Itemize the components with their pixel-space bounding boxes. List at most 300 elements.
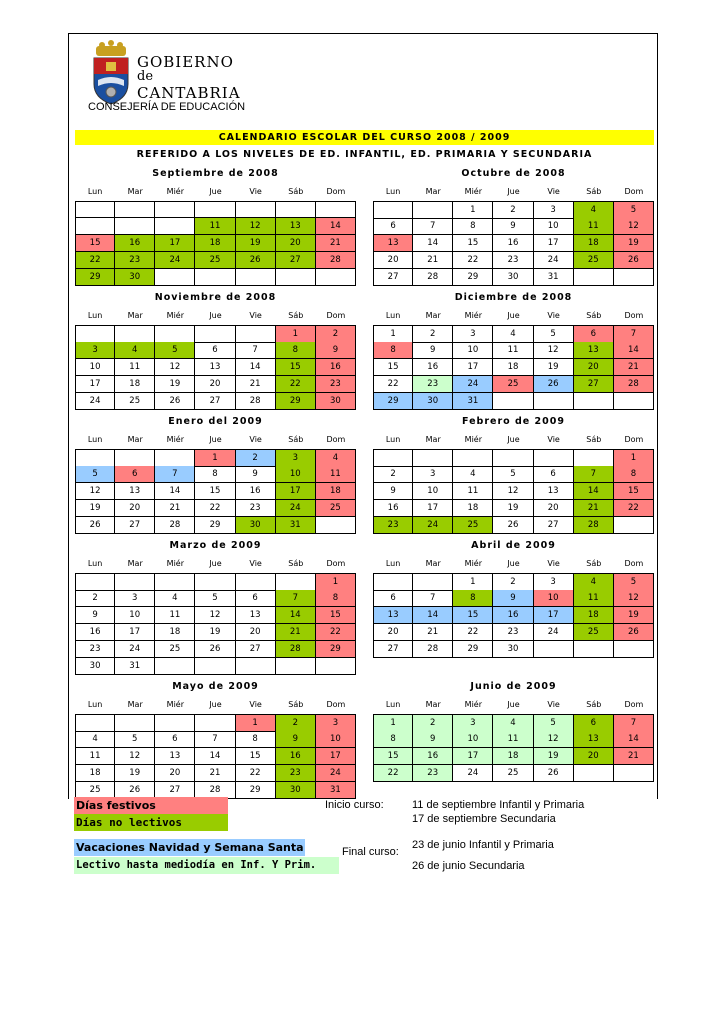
day-cell: 6 xyxy=(373,590,413,607)
day-cell: 16 xyxy=(413,748,453,765)
day-cell: 3 xyxy=(75,342,115,359)
day-cell xyxy=(195,573,235,591)
day-cell: 19 xyxy=(614,607,654,624)
day-cell: 20 xyxy=(276,235,316,252)
day-cell: 14 xyxy=(195,748,235,765)
day-cell: 6 xyxy=(236,590,276,607)
weekday-label: Dom xyxy=(326,311,346,320)
day-cell: 24 xyxy=(453,376,493,393)
day-cell: 17 xyxy=(75,376,115,393)
weekday-label: Sáb xyxy=(288,435,304,444)
day-cell: 14 xyxy=(614,731,654,748)
day-cell: 11 xyxy=(493,342,533,359)
day-cell: 15 xyxy=(614,483,654,500)
weekday-label: Jue xyxy=(507,700,520,709)
week-row xyxy=(75,449,356,466)
week-row xyxy=(373,393,654,410)
day-cell: 4 xyxy=(75,731,115,748)
day-cell: 19 xyxy=(236,235,276,252)
day-cell: 10 xyxy=(75,359,115,376)
day-cell: 22 xyxy=(195,500,235,517)
day-cell: 23 xyxy=(75,641,115,658)
day-cell: 21 xyxy=(236,376,276,393)
weekday-label: Dom xyxy=(624,435,644,444)
weekday-label: Jue xyxy=(209,559,222,568)
day-cell: 14 xyxy=(236,359,276,376)
weekday-header xyxy=(75,555,356,573)
weekday-label: Jue xyxy=(507,435,520,444)
day-cell: 4 xyxy=(155,590,195,607)
day-cell: 21 xyxy=(413,624,453,641)
day-cell: 27 xyxy=(534,517,574,534)
month-row xyxy=(75,288,654,410)
day-cell: 30 xyxy=(115,269,155,286)
weekday-label: Sáb xyxy=(288,311,304,320)
day-cell: 10 xyxy=(276,466,316,483)
day-cell: 30 xyxy=(413,393,453,410)
day-cell: 21 xyxy=(155,500,195,517)
legend-festivos: Días festivos xyxy=(74,797,228,814)
day-cell xyxy=(453,449,493,467)
day-cell xyxy=(75,201,115,218)
day-cell: 24 xyxy=(453,765,493,782)
day-cell: 11 xyxy=(195,218,235,235)
day-cell xyxy=(75,218,115,235)
day-cell: 30 xyxy=(236,517,276,534)
week-row xyxy=(75,765,356,782)
weekday-label: Dom xyxy=(326,435,346,444)
weekday-label: Miér xyxy=(166,311,185,320)
weekday-label: Miér xyxy=(464,311,483,320)
day-cell: 11 xyxy=(493,731,533,748)
week-row xyxy=(373,765,654,782)
weekday-header xyxy=(373,183,654,201)
week-row xyxy=(75,235,356,252)
weekday-label: Miér xyxy=(464,435,483,444)
day-cell: 26 xyxy=(534,765,574,782)
day-cell: 11 xyxy=(574,590,614,607)
weekday-label: Vie xyxy=(547,311,560,320)
week-row xyxy=(373,748,654,765)
week-row xyxy=(75,573,356,590)
week-row xyxy=(373,201,654,218)
day-cell: 22 xyxy=(373,765,413,782)
day-cell: 7 xyxy=(574,466,614,483)
day-cell: 25 xyxy=(453,517,493,534)
day-cell: 24 xyxy=(534,624,574,641)
day-cell xyxy=(75,449,115,467)
weekday-label: Dom xyxy=(624,187,644,196)
weekday-label: Vie xyxy=(249,435,262,444)
month-title: Diciembre de 2008 xyxy=(454,292,573,303)
day-cell: 3 xyxy=(453,325,493,343)
weekday-label: Sáb xyxy=(586,311,602,320)
day-cell: 6 xyxy=(155,731,195,748)
week-row xyxy=(75,466,356,483)
day-cell: 15 xyxy=(453,607,493,624)
weekday-label: Jue xyxy=(507,311,520,320)
weekday-label: Sáb xyxy=(288,559,304,568)
day-cell: 22 xyxy=(453,624,493,641)
day-cell xyxy=(614,517,654,534)
month-title: Mayo de 2009 xyxy=(172,681,259,692)
weekday-label: Lun xyxy=(87,700,103,709)
day-cell: 20 xyxy=(373,252,413,269)
day-cell: 29 xyxy=(195,517,235,534)
day-cell xyxy=(75,714,115,732)
day-cell: 21 xyxy=(316,235,356,252)
day-cell xyxy=(534,393,574,410)
month-block xyxy=(373,164,654,286)
week-row xyxy=(75,201,356,218)
day-cell: 2 xyxy=(373,466,413,483)
day-cell: 18 xyxy=(574,607,614,624)
day-cell xyxy=(155,449,195,467)
day-cell xyxy=(493,449,533,467)
day-cell: 7 xyxy=(276,590,316,607)
weekday-header xyxy=(373,555,654,573)
day-cell: 17 xyxy=(534,607,574,624)
month-title: Octubre de 2008 xyxy=(461,168,566,179)
day-cell xyxy=(534,449,574,467)
weekday-label: Lun xyxy=(385,559,401,568)
day-cell: 19 xyxy=(534,359,574,376)
day-cell: 7 xyxy=(413,218,453,235)
weekday-label: Vie xyxy=(249,559,262,568)
week-row xyxy=(75,359,356,376)
day-cell: 9 xyxy=(373,483,413,500)
day-cell: 25 xyxy=(75,782,115,799)
day-cell: 24 xyxy=(115,641,155,658)
weekday-label: Mar xyxy=(425,700,441,709)
week-row xyxy=(75,748,356,765)
day-cell: 9 xyxy=(493,218,533,235)
day-cell xyxy=(115,449,155,467)
day-cell: 24 xyxy=(155,252,195,269)
day-cell: 1 xyxy=(373,714,413,732)
day-cell xyxy=(276,201,316,218)
day-cell: 15 xyxy=(373,748,413,765)
day-cell: 15 xyxy=(316,607,356,624)
weekday-label: Dom xyxy=(326,700,346,709)
day-cell: 29 xyxy=(236,782,276,799)
week-row xyxy=(373,731,654,748)
legend-mediodia: Lectivo hasta mediodía en Inf. Y Prim. xyxy=(74,857,339,874)
week-row xyxy=(373,252,654,269)
month-block xyxy=(373,536,654,658)
weekday-header xyxy=(75,307,356,325)
day-cell xyxy=(614,269,654,286)
day-cell xyxy=(614,641,654,658)
day-cell: 24 xyxy=(316,765,356,782)
weekday-label: Mar xyxy=(127,435,143,444)
weekday-label: Miér xyxy=(166,187,185,196)
day-cell: 29 xyxy=(75,269,115,286)
day-cell: 29 xyxy=(453,269,493,286)
day-cell: 13 xyxy=(236,607,276,624)
day-cell: 1 xyxy=(195,449,235,467)
day-cell: 15 xyxy=(236,748,276,765)
day-cell: 1 xyxy=(276,325,316,343)
month-block xyxy=(373,677,654,782)
day-cell: 14 xyxy=(413,235,453,252)
day-cell: 19 xyxy=(115,765,155,782)
day-cell: 1 xyxy=(453,573,493,591)
day-cell: 8 xyxy=(195,466,235,483)
day-cell: 23 xyxy=(115,252,155,269)
day-cell: 19 xyxy=(155,376,195,393)
day-cell xyxy=(195,325,235,343)
day-cell: 13 xyxy=(195,359,235,376)
day-cell: 1 xyxy=(453,201,493,219)
org-name-line3: CANTABRIA xyxy=(137,84,241,102)
day-cell xyxy=(155,201,195,218)
day-cell: 30 xyxy=(316,393,356,410)
week-row xyxy=(75,483,356,500)
day-cell: 28 xyxy=(413,641,453,658)
day-cell: 17 xyxy=(453,748,493,765)
day-cell: 20 xyxy=(115,500,155,517)
day-cell: 1 xyxy=(236,714,276,732)
week-row xyxy=(373,218,654,235)
day-cell xyxy=(413,449,453,467)
day-cell: 2 xyxy=(493,201,533,219)
day-cell: 12 xyxy=(75,483,115,500)
day-cell xyxy=(155,714,195,732)
day-cell: 9 xyxy=(413,342,453,359)
weekday-header xyxy=(75,696,356,714)
day-cell: 15 xyxy=(276,359,316,376)
day-cell xyxy=(115,218,155,235)
day-cell: 31 xyxy=(276,517,316,534)
day-cell: 3 xyxy=(316,714,356,732)
day-cell xyxy=(236,658,276,675)
weekday-label: Lun xyxy=(385,187,401,196)
day-cell: 8 xyxy=(373,731,413,748)
weekday-label: Vie xyxy=(249,311,262,320)
month-title: Junio de 2009 xyxy=(470,681,557,692)
final-curso-label: Final curso: xyxy=(342,846,399,858)
weekday-label: Jue xyxy=(209,435,222,444)
day-cell xyxy=(155,325,195,343)
day-cell: 16 xyxy=(75,624,115,641)
day-cell xyxy=(373,201,413,219)
day-cell: 2 xyxy=(276,714,316,732)
month-block xyxy=(75,677,356,799)
day-cell: 17 xyxy=(413,500,453,517)
day-cell: 31 xyxy=(316,782,356,799)
day-cell: 10 xyxy=(316,731,356,748)
day-cell: 12 xyxy=(534,731,574,748)
day-cell xyxy=(195,714,235,732)
day-cell: 23 xyxy=(413,376,453,393)
weekday-label: Sáb xyxy=(288,187,304,196)
day-cell: 22 xyxy=(75,252,115,269)
day-cell: 29 xyxy=(373,393,413,410)
day-cell xyxy=(115,714,155,732)
day-cell: 13 xyxy=(155,748,195,765)
day-cell: 10 xyxy=(115,607,155,624)
day-cell: 18 xyxy=(115,376,155,393)
weekday-label: Vie xyxy=(547,187,560,196)
day-cell: 27 xyxy=(373,641,413,658)
day-cell: 18 xyxy=(155,624,195,641)
day-cell xyxy=(155,218,195,235)
day-cell: 3 xyxy=(413,466,453,483)
day-cell: 26 xyxy=(115,782,155,799)
day-cell: 19 xyxy=(493,500,533,517)
week-row xyxy=(373,466,654,483)
day-cell: 11 xyxy=(453,483,493,500)
legend-vacaciones: Vacaciones Navidad y Semana Santa xyxy=(76,841,304,854)
day-cell: 29 xyxy=(316,641,356,658)
day-cell: 19 xyxy=(75,500,115,517)
day-cell: 1 xyxy=(614,449,654,467)
day-cell xyxy=(614,393,654,410)
day-cell: 20 xyxy=(155,765,195,782)
day-cell xyxy=(115,325,155,343)
weekday-label: Sáb xyxy=(586,559,602,568)
weekday-label: Miér xyxy=(464,187,483,196)
final-curso-secundaria: 26 de junio Secundaria xyxy=(412,860,525,872)
day-cell: 6 xyxy=(373,218,413,235)
week-row xyxy=(75,517,356,534)
day-cell: 25 xyxy=(115,393,155,410)
weekday-label: Lun xyxy=(87,311,103,320)
day-cell: 21 xyxy=(614,748,654,765)
day-cell: 13 xyxy=(534,483,574,500)
day-cell: 24 xyxy=(75,393,115,410)
day-cell: 14 xyxy=(276,607,316,624)
weekday-label: Vie xyxy=(249,187,262,196)
day-cell xyxy=(493,393,533,410)
week-row xyxy=(75,252,356,269)
weekday-label: Mar xyxy=(425,559,441,568)
day-cell xyxy=(195,658,235,675)
day-cell: 19 xyxy=(195,624,235,641)
month-block xyxy=(373,412,654,534)
day-cell: 27 xyxy=(574,376,614,393)
day-cell: 21 xyxy=(195,765,235,782)
calendar-title: CALENDARIO ESCOLAR DEL CURSO 2008 / 2009 xyxy=(75,130,654,145)
day-cell: 5 xyxy=(493,466,533,483)
day-cell xyxy=(75,573,115,591)
week-row xyxy=(75,590,356,607)
weekday-label: Vie xyxy=(547,700,560,709)
day-cell: 28 xyxy=(316,252,356,269)
month-block xyxy=(75,164,356,286)
weekday-label: Miér xyxy=(166,559,185,568)
day-cell: 17 xyxy=(276,483,316,500)
day-cell: 19 xyxy=(534,748,574,765)
day-cell: 15 xyxy=(75,235,115,252)
month-block xyxy=(75,412,356,534)
day-cell: 21 xyxy=(276,624,316,641)
day-cell: 10 xyxy=(413,483,453,500)
day-cell: 17 xyxy=(534,235,574,252)
day-cell: 12 xyxy=(614,590,654,607)
day-cell: 17 xyxy=(316,748,356,765)
day-cell xyxy=(236,269,276,286)
day-cell: 8 xyxy=(453,218,493,235)
day-cell: 26 xyxy=(75,517,115,534)
day-cell: 10 xyxy=(534,590,574,607)
week-row xyxy=(75,342,356,359)
weekday-label: Dom xyxy=(624,559,644,568)
weekday-label: Sáb xyxy=(288,700,304,709)
inicio-curso-secundaria: 17 de septiembre Secundaria xyxy=(412,813,556,825)
day-cell: 31 xyxy=(534,269,574,286)
day-cell: 25 xyxy=(316,500,356,517)
week-row xyxy=(373,573,654,590)
day-cell: 21 xyxy=(574,500,614,517)
month-block xyxy=(373,288,654,410)
day-cell xyxy=(373,573,413,591)
weekday-label: Miér xyxy=(464,559,483,568)
day-cell: 6 xyxy=(195,342,235,359)
day-cell: 11 xyxy=(155,607,195,624)
day-cell: 28 xyxy=(413,269,453,286)
day-cell: 28 xyxy=(155,517,195,534)
calendar-grid xyxy=(75,164,654,801)
day-cell: 18 xyxy=(493,359,533,376)
day-cell: 2 xyxy=(493,573,533,591)
day-cell: 12 xyxy=(614,218,654,235)
day-cell: 28 xyxy=(276,641,316,658)
weekday-label: Sáb xyxy=(586,700,602,709)
day-cell: 27 xyxy=(195,393,235,410)
day-cell: 27 xyxy=(155,782,195,799)
day-cell: 21 xyxy=(614,359,654,376)
week-row xyxy=(373,517,654,534)
day-cell: 18 xyxy=(75,765,115,782)
week-row xyxy=(373,641,654,658)
day-cell: 12 xyxy=(195,607,235,624)
week-row xyxy=(373,590,654,607)
month-row xyxy=(75,412,654,534)
day-cell xyxy=(195,201,235,218)
inicio-curso-infantil: 11 de septiembre Infantil y Primaria xyxy=(412,799,585,811)
weekday-label: Lun xyxy=(385,311,401,320)
day-cell: 25 xyxy=(195,252,235,269)
day-cell: 26 xyxy=(155,393,195,410)
week-row xyxy=(373,342,654,359)
week-row xyxy=(75,641,356,658)
week-row xyxy=(75,607,356,624)
day-cell: 17 xyxy=(115,624,155,641)
day-cell: 27 xyxy=(236,641,276,658)
month-block xyxy=(75,288,356,410)
day-cell: 16 xyxy=(316,359,356,376)
day-cell: 4 xyxy=(574,573,614,591)
week-row xyxy=(75,325,356,342)
day-cell: 27 xyxy=(373,269,413,286)
week-row xyxy=(373,714,654,731)
week-row xyxy=(75,658,356,675)
week-row xyxy=(373,376,654,393)
weekday-label: Lun xyxy=(385,700,401,709)
day-cell xyxy=(373,449,413,467)
final-curso-infantil: 23 de junio Infantil y Primaria xyxy=(412,839,554,851)
day-cell xyxy=(413,573,453,591)
week-row xyxy=(373,325,654,342)
day-cell: 20 xyxy=(195,376,235,393)
day-cell: 14 xyxy=(316,218,356,235)
day-cell: 14 xyxy=(614,342,654,359)
day-cell: 14 xyxy=(413,607,453,624)
day-cell: 6 xyxy=(574,325,614,343)
day-cell: 9 xyxy=(493,590,533,607)
